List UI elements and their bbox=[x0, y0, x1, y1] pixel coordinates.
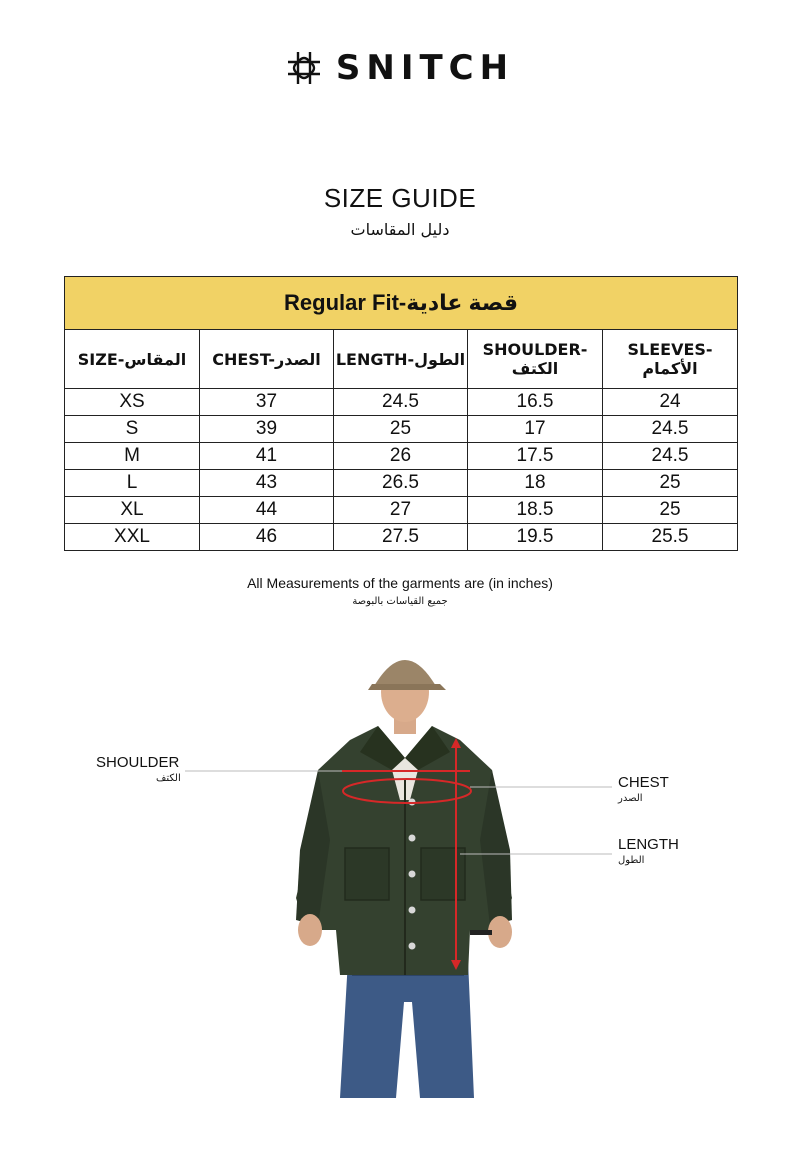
column-header: LENGTH-الطول bbox=[334, 330, 468, 389]
shoulder-label-arabic: الكتف bbox=[156, 773, 181, 784]
jacket-illustration bbox=[296, 726, 512, 975]
shoulder-cell: 17 bbox=[468, 416, 603, 443]
column-header: SHOULDER- الكتف bbox=[468, 330, 603, 389]
length-cell: 25 bbox=[334, 416, 468, 443]
sleeves-cell: 25 bbox=[603, 470, 738, 497]
length-cell: 26 bbox=[334, 443, 468, 470]
chest-cell: 37 bbox=[200, 389, 334, 416]
size-cell: XS bbox=[65, 389, 200, 416]
measurement-figure bbox=[0, 630, 800, 1148]
chest-label: CHEST bbox=[618, 774, 669, 791]
size-cell: L bbox=[65, 470, 200, 497]
sleeves-cell: 24.5 bbox=[603, 443, 738, 470]
measurement-note-arabic: جميع القياسات بالبوصة bbox=[352, 596, 448, 607]
size-cell: XL bbox=[65, 497, 200, 524]
chest-cell: 43 bbox=[200, 470, 334, 497]
length-cell: 27 bbox=[334, 497, 468, 524]
page-title: SIZE GUIDE bbox=[323, 183, 477, 213]
length-cell: 26.5 bbox=[334, 470, 468, 497]
length-cell: 27.5 bbox=[334, 524, 468, 551]
shoulder-cell: 18 bbox=[468, 470, 603, 497]
shoulder-cell: 19.5 bbox=[468, 524, 603, 551]
chest-label-arabic: الصدر bbox=[618, 793, 643, 804]
sleeves-cell: 25 bbox=[603, 497, 738, 524]
size-cell: S bbox=[65, 416, 200, 443]
size-cell: XXL bbox=[65, 524, 200, 551]
table-row bbox=[65, 389, 738, 416]
column-header: SIZE-المقاس bbox=[65, 330, 200, 389]
chest-cell: 46 bbox=[200, 524, 334, 551]
shoulder-cell: 18.5 bbox=[468, 497, 603, 524]
jeans-illustration bbox=[340, 960, 474, 1098]
chest-cell: 41 bbox=[200, 443, 334, 470]
fit-title: Regular Fit-قصة عادية bbox=[65, 277, 738, 330]
hash-lattice-icon bbox=[286, 50, 322, 86]
model-head-illustration bbox=[368, 660, 446, 734]
page-title-arabic: دليل المقاسات bbox=[350, 220, 450, 239]
table-row bbox=[65, 524, 738, 551]
shoulder-cell: 17.5 bbox=[468, 443, 603, 470]
column-header: SLEEVES- الأكمام bbox=[603, 330, 738, 389]
length-cell: 24.5 bbox=[334, 389, 468, 416]
table-row bbox=[65, 470, 738, 497]
model-illustration bbox=[0, 630, 800, 1148]
table-row bbox=[65, 497, 738, 524]
measurement-note: All Measurements of the garments are (in inches) bbox=[247, 575, 553, 591]
column-header: CHEST-الصدر bbox=[200, 330, 334, 389]
sleeves-cell: 25.5 bbox=[603, 524, 738, 551]
shoulder-cell: 16.5 bbox=[468, 389, 603, 416]
table-header-row bbox=[65, 330, 738, 389]
table-row bbox=[65, 443, 738, 470]
shoulder-label: SHOULDER bbox=[96, 754, 180, 771]
sleeves-cell: 24.5 bbox=[603, 416, 738, 443]
length-label-arabic: الطول bbox=[618, 855, 645, 866]
size-chart-table bbox=[64, 276, 738, 551]
length-label: LENGTH bbox=[618, 836, 679, 853]
sleeves-cell: 24 bbox=[603, 389, 738, 416]
chest-cell: 39 bbox=[200, 416, 334, 443]
brand-name: SNITCH bbox=[335, 48, 515, 88]
size-cell: M bbox=[65, 443, 200, 470]
brand-logo bbox=[0, 48, 800, 88]
chest-cell: 44 bbox=[200, 497, 334, 524]
table-row bbox=[65, 416, 738, 443]
